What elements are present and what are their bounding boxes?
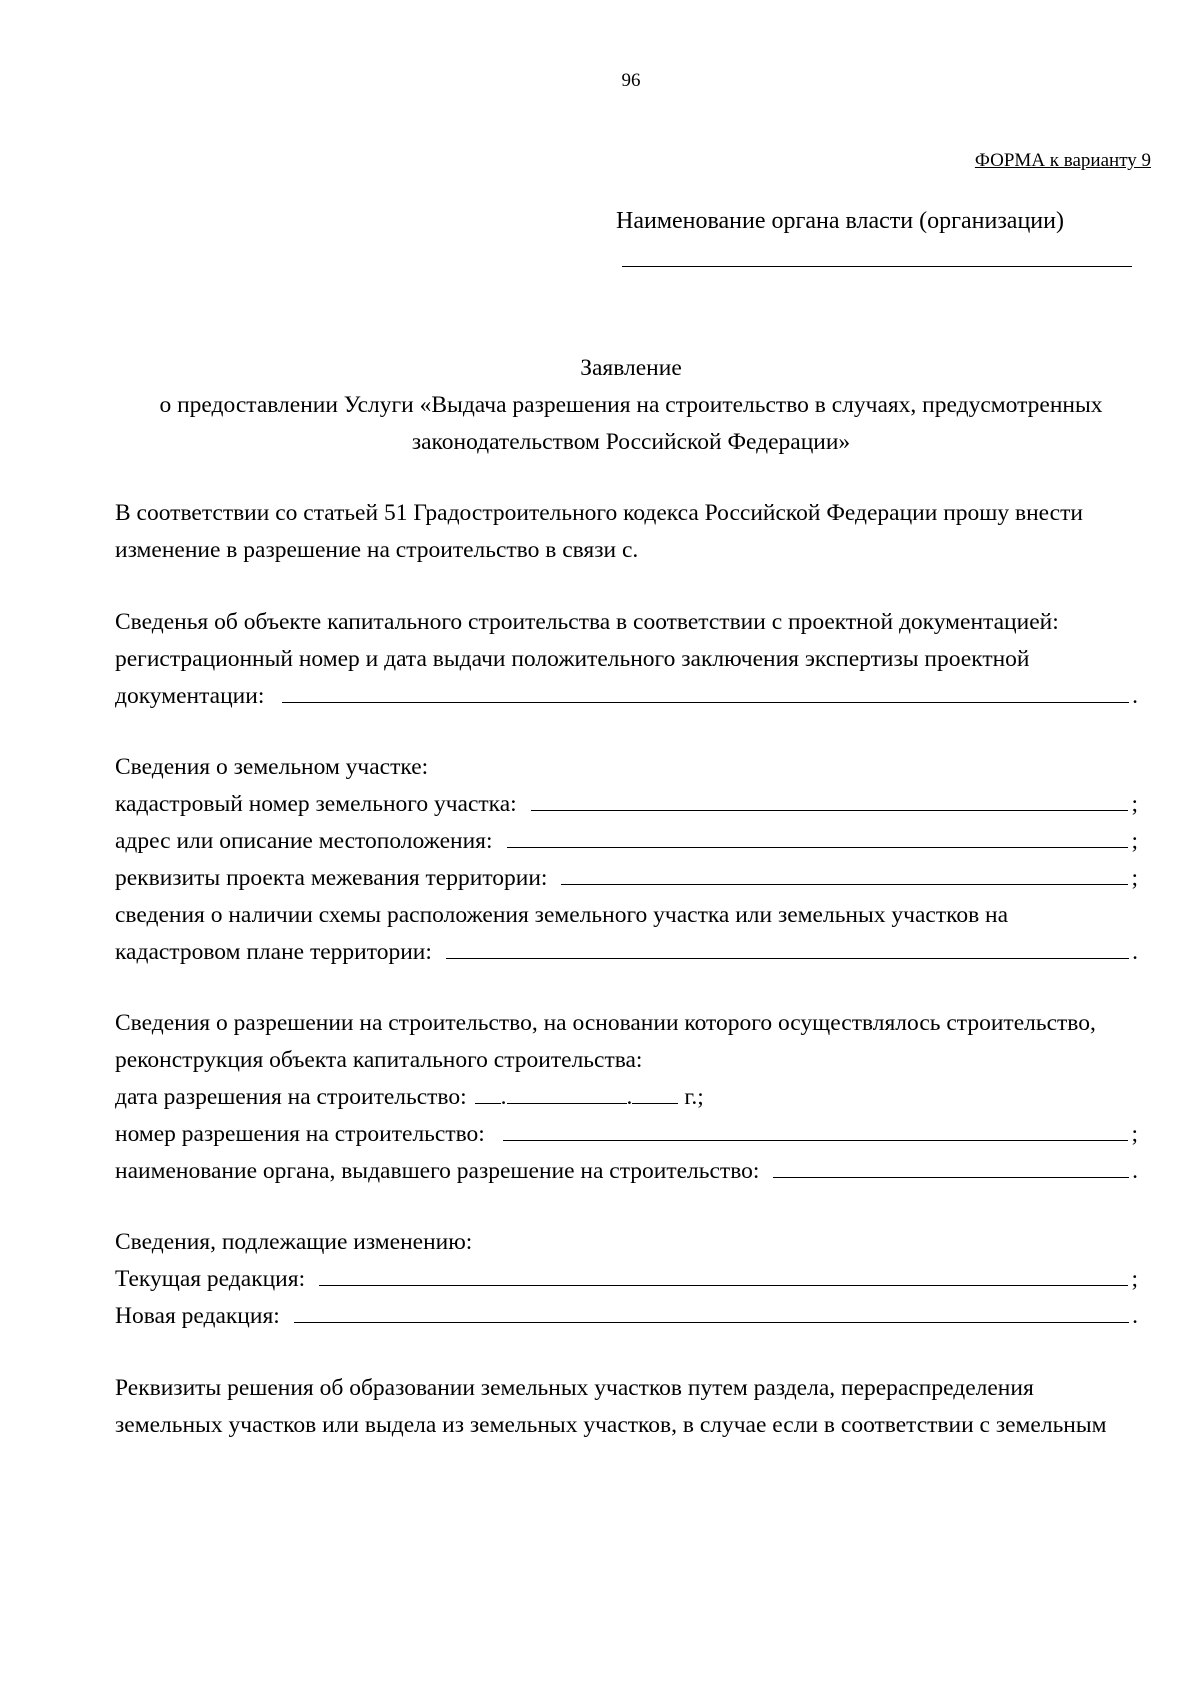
- address-row: [115, 828, 1138, 855]
- permit-date-label: дата разрешения на строительство:: [115, 1084, 467, 1110]
- authority-name-label: Наименование органа власти (организации): [616, 208, 1064, 234]
- object-info-line2: регистрационный номер и дата выдачи положительного заключения экспертизы проектной: [115, 646, 1030, 672]
- permit-date-dot2: .: [626, 1084, 633, 1110]
- authority-name-field[interactable]: [622, 266, 1132, 267]
- permit-info-line1: Сведения о разрешении на строительство, на основании которого осуществлялось строительство,: [115, 1010, 1096, 1036]
- survey-project-field[interactable]: [561, 884, 1128, 885]
- permit-year-suffix: г.;: [684, 1084, 704, 1110]
- address-label: адрес или описание местоположения:: [115, 828, 493, 854]
- address-field[interactable]: [507, 847, 1129, 848]
- cadastral-row: [115, 791, 1138, 818]
- survey-row: [115, 865, 1138, 892]
- permit-date-row: [115, 1084, 1138, 1111]
- permit-info-line2: реконструкция объекта капитального строительства:: [115, 1047, 643, 1073]
- permit-issuer-end: .: [1132, 1158, 1138, 1184]
- permit-number-label: номер разрешения на строительство:: [115, 1121, 485, 1147]
- cadastral-end: ;: [1131, 791, 1138, 817]
- scheme-label: кадастровом плане территории:: [115, 939, 432, 965]
- scheme-end: .: [1132, 939, 1138, 965]
- permit-issuer-field[interactable]: [773, 1177, 1129, 1178]
- permit-date-dot1: .: [500, 1084, 507, 1110]
- new-version-field[interactable]: [294, 1322, 1129, 1323]
- land-info-heading: Сведения о земельном участке:: [115, 754, 429, 780]
- permit-day-field[interactable]: [475, 1103, 501, 1104]
- permit-month-field[interactable]: [507, 1103, 627, 1104]
- permit-year-field[interactable]: [632, 1103, 678, 1104]
- new-version-row: [115, 1303, 1138, 1330]
- current-version-field[interactable]: [319, 1285, 1128, 1286]
- expertise-end: .: [1132, 683, 1138, 709]
- document-title: Заявление: [580, 355, 682, 381]
- survey-end: ;: [1131, 865, 1138, 891]
- page-number: 96: [621, 70, 641, 91]
- decision-line2: земельных участков или выдела из земельных участков, в случае если в соответствии с земельным: [115, 1412, 1107, 1438]
- expertise-label: документации:: [115, 683, 265, 709]
- cadastral-number-field[interactable]: [531, 810, 1129, 811]
- decision-line1: Реквизиты решения об образовании земельных участков путем раздела, перераспределения: [115, 1375, 1034, 1401]
- scheme-row: [115, 939, 1138, 966]
- current-version-label: Текущая редакция:: [115, 1266, 306, 1292]
- permit-number-row: [115, 1121, 1138, 1148]
- cadastral-label: кадастровый номер земельного участка:: [115, 791, 517, 817]
- permit-issuer-label: наименование органа, выдавшего разрешение на строительство:: [115, 1158, 760, 1184]
- form-variant-label: ФОРМА к варианту 9: [974, 150, 1151, 171]
- changes-heading: Сведения, подлежащие изменению:: [115, 1229, 473, 1255]
- permit-issuer-row: [115, 1158, 1138, 1185]
- scheme-field[interactable]: [446, 958, 1129, 959]
- object-info-line1: Сведенья об объекте капитального строительства в соответствии с проектной документацией:: [115, 609, 1059, 635]
- scheme-line1: сведения о наличии схемы расположения земельного участка или земельных участков на: [115, 902, 1009, 928]
- expertise-field[interactable]: [282, 702, 1129, 703]
- new-version-label: Новая редакция:: [115, 1303, 280, 1329]
- intro-line2: изменение в разрешение на строительство в связи с.: [115, 537, 639, 563]
- intro-line1: В соответствии со статьей 51 Градостроительного кодекса Российской Федерации прошу внести: [115, 500, 1083, 526]
- current-version-row: [115, 1266, 1138, 1293]
- permit-number-end: ;: [1131, 1121, 1138, 1147]
- current-version-end: ;: [1131, 1266, 1138, 1292]
- permit-number-field[interactable]: [503, 1140, 1129, 1141]
- address-end: ;: [1131, 828, 1138, 854]
- survey-label: реквизиты проекта межевания территории:: [115, 865, 548, 891]
- new-version-end: .: [1132, 1303, 1138, 1329]
- document-subtitle-line1: о предоставлении Услуги «Выдача разрешения на строительство в случаях, предусмотренных: [159, 392, 1103, 418]
- document-subtitle-line2: законодательством Российской Федерации»: [411, 429, 851, 455]
- expertise-row: [115, 683, 1138, 710]
